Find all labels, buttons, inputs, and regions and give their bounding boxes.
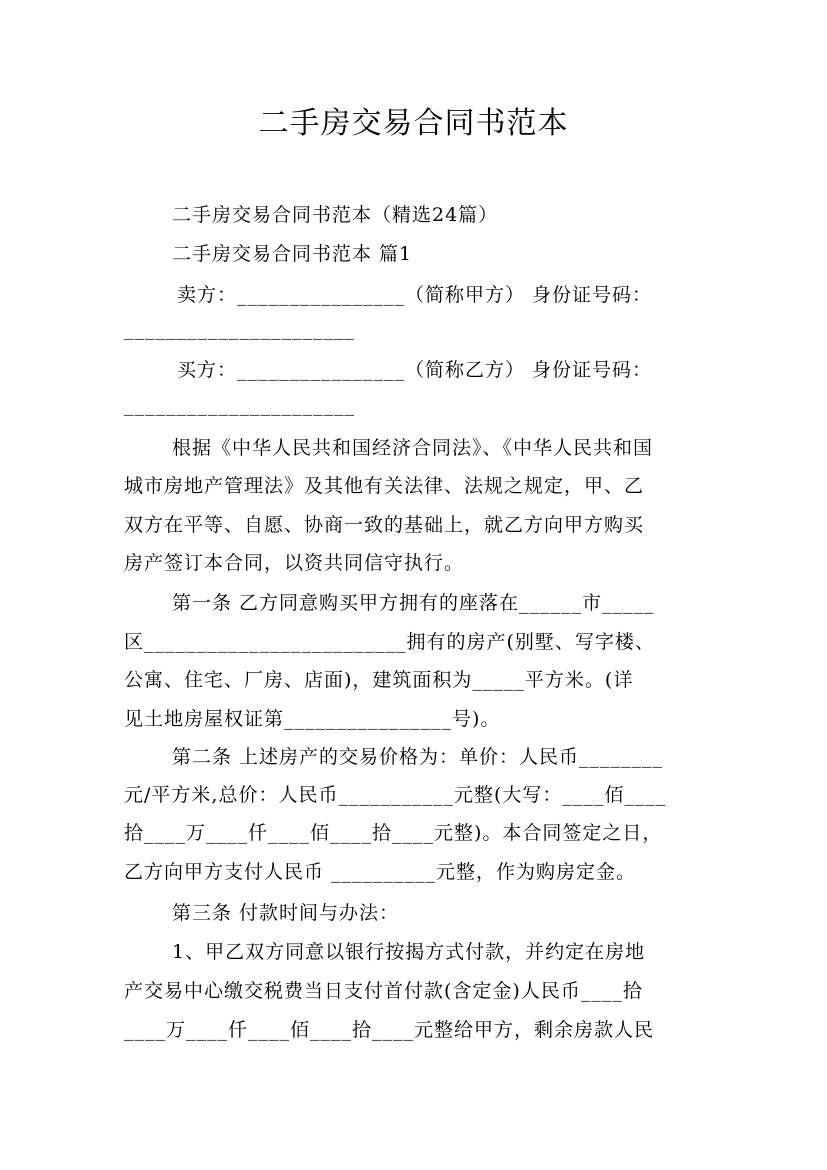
article-3-line: ____万____仟____佰____拾____元整给甲方，剩余房款人民 (124, 1019, 655, 1041)
document-title: 二手房交易合同书范本 (258, 106, 569, 141)
seller-id-blank: ______________________ (124, 318, 355, 340)
paragraph-line: 城市房地产管理法》及其他有关法律、法规之规定，甲、乙 (124, 475, 645, 497)
article-1-line: 见土地房屋权证第________________号)。 (124, 708, 501, 730)
article-2-line: 拾____万____仟____佰____拾____元整)。本合同签定之日， (124, 822, 663, 844)
buyer-line: 买方：________________（简称乙方） 身份证号码： (177, 359, 653, 381)
article-3-line: 1、甲乙双方同意以银行按揭方式付款，并约定在房地 (172, 941, 646, 963)
article-1-line: 区_________________________拥有的房产(别墅、写字楼、 (124, 631, 655, 653)
paragraph-line: 根据《中华人民共和国经济合同法》、《中华人民共和国 (172, 437, 654, 459)
section-heading: 二手房交易合同书范本 篇1 (172, 243, 413, 265)
article-2-line: 元/平方米,总价：人民币___________元整(大写：____佰____ (124, 784, 667, 806)
article-2-line: 第二条 上述房产的交易价格为：单价：人民币________ (172, 746, 664, 768)
seller-line: 卖方：________________（简称甲方） 身份证号码： (177, 284, 653, 306)
article-1-line: 第一条 乙方同意购买甲方拥有的座落在______市_____ (172, 592, 655, 614)
article-2-line: 乙方向甲方支付人民币 __________元整，作为购房定金。 (124, 861, 637, 883)
article-3-heading: 第三条 付款时间与办法： (172, 902, 400, 924)
article-1-line: 公寓、住宅、厂房、店面)，建筑面积为_____平方米。(详 (124, 669, 634, 691)
buyer-id-blank: ______________________ (124, 394, 355, 416)
paragraph-line: 房产签订本合同，以资共同信守执行。 (124, 552, 465, 574)
paragraph-line: 双方在平等、自愿、协商一致的基础上，就乙方向甲方购买 (124, 514, 645, 536)
article-3-line: 产交易中心缴交税费当日支付首付款(含定金)人民币____拾 (124, 980, 643, 1002)
subtitle-line: 二手房交易合同书范本（精选24篇） (172, 204, 499, 226)
